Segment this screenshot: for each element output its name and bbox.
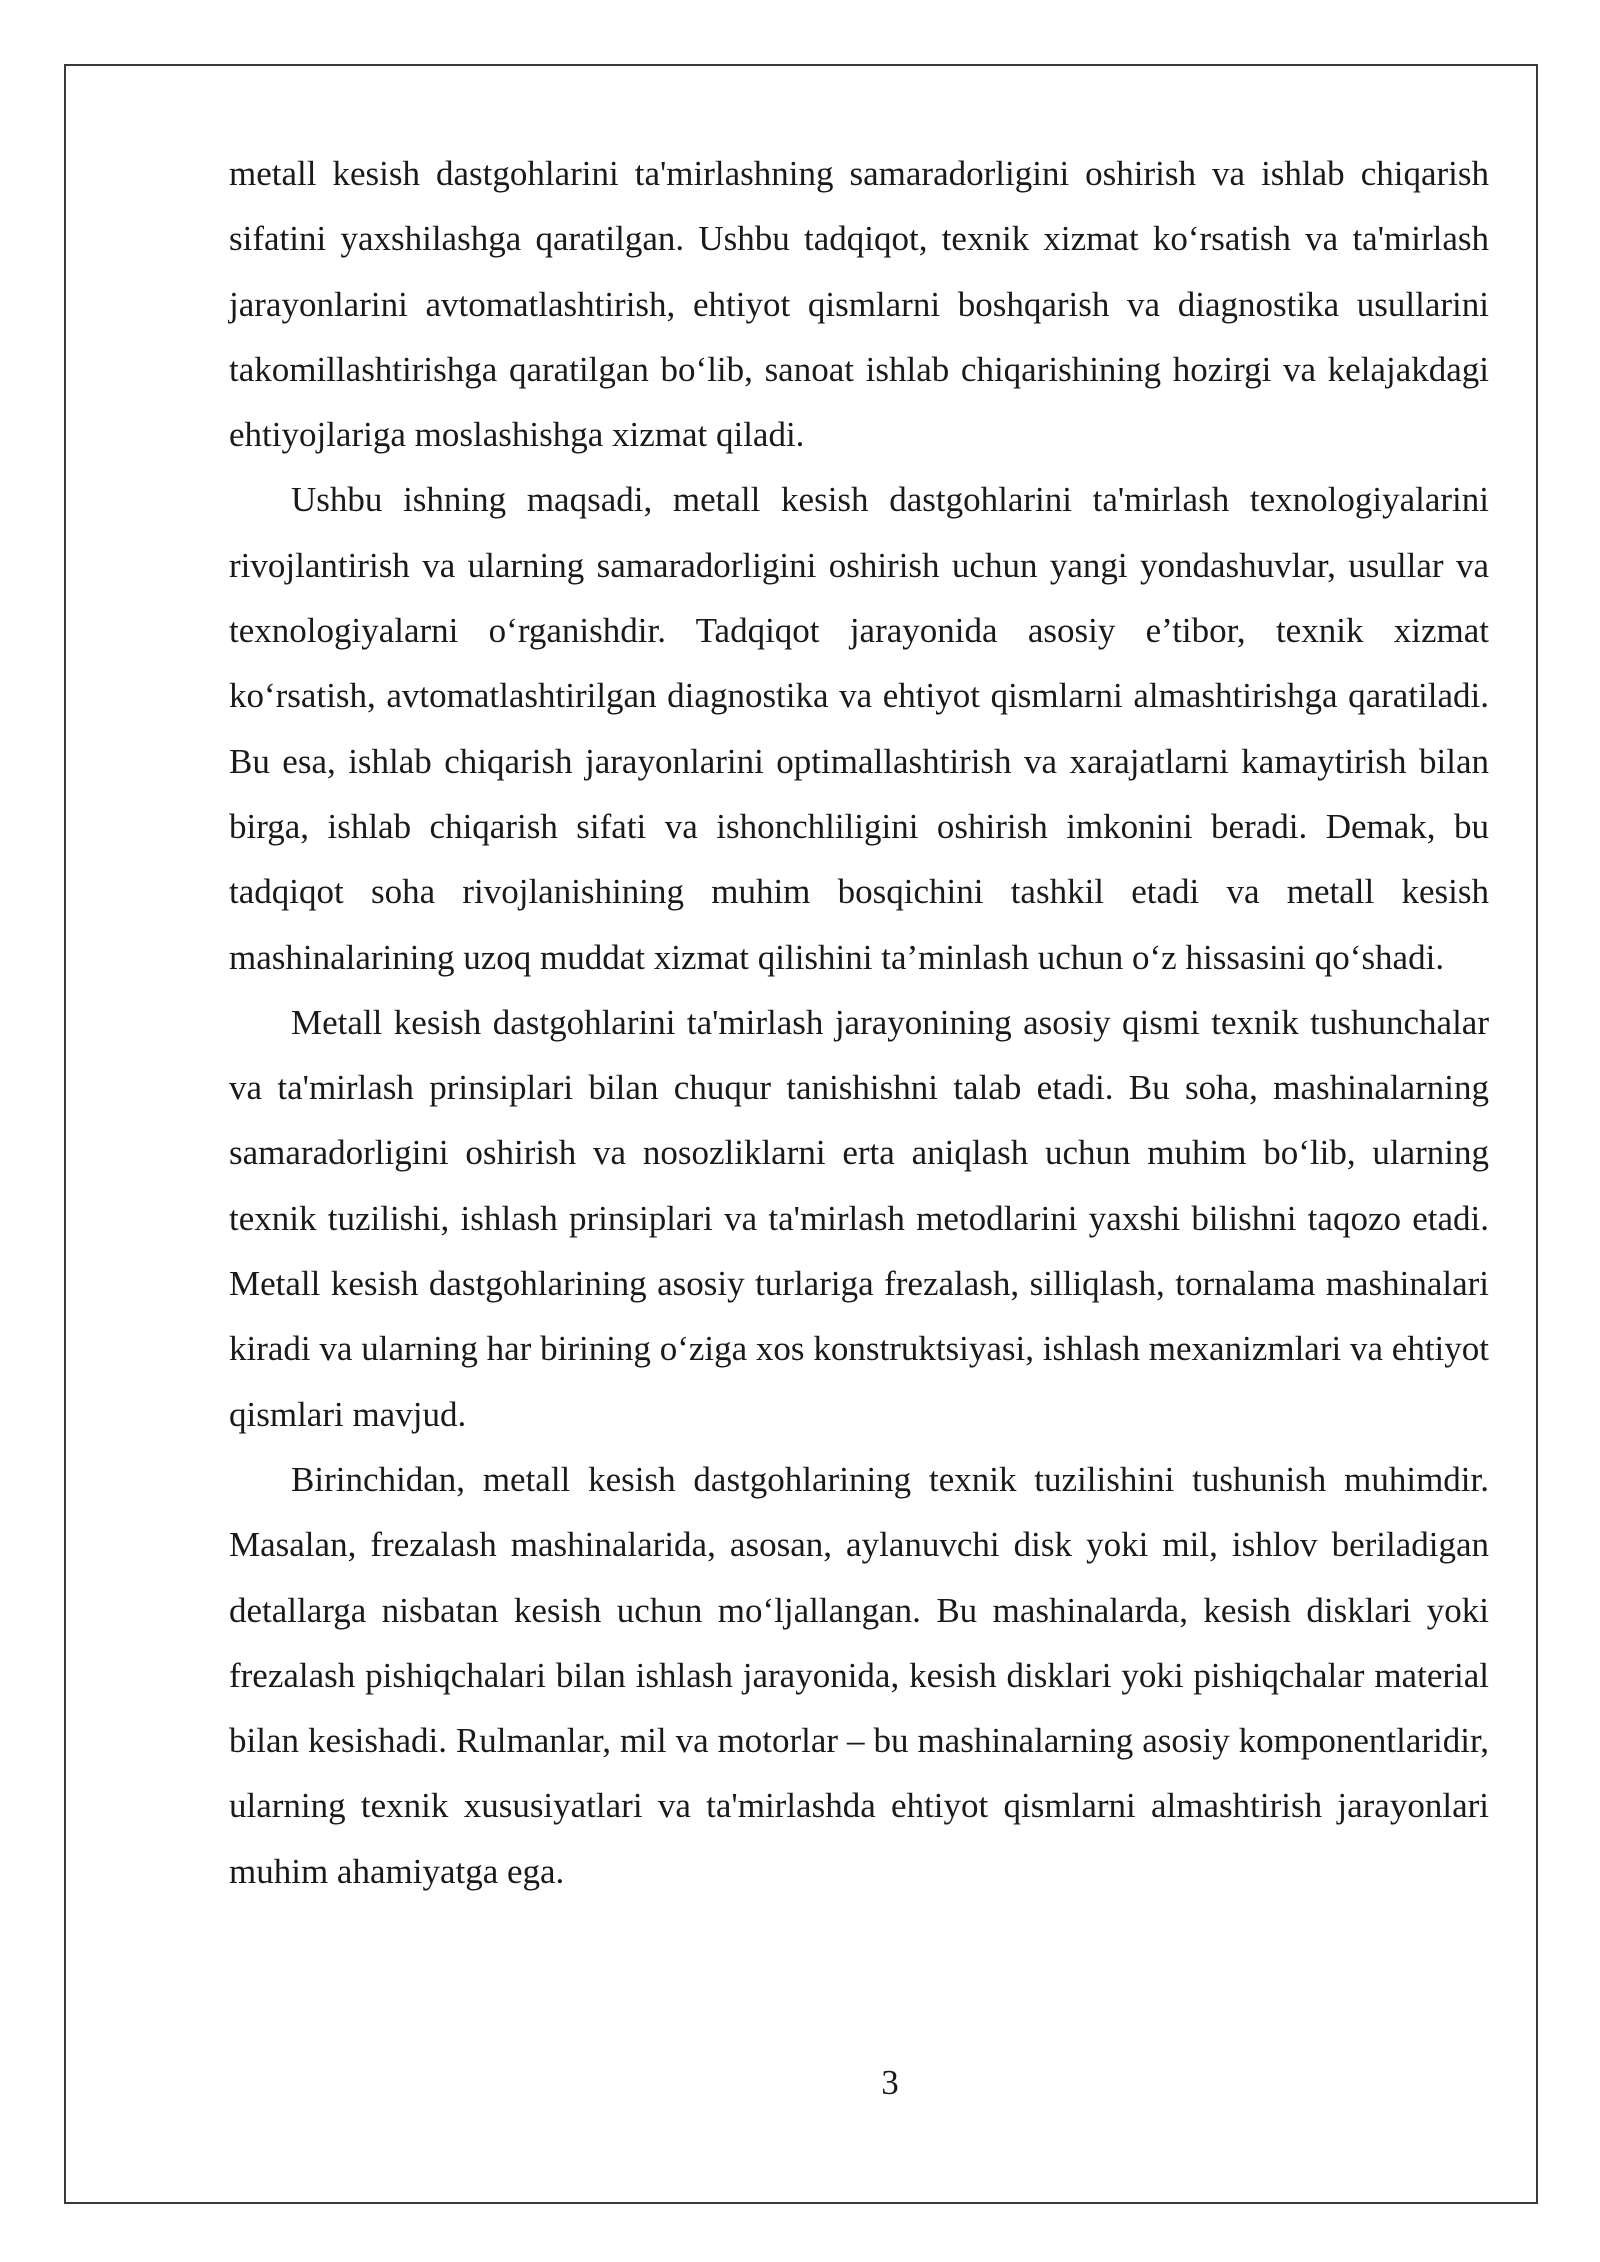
paragraph-4: Birinchidan, metall kesish dastgohlarining texnik tuzilishini tushunish muhimdir. Masalan, frezalash mashinalarida, asosan, aylanuvchi disk yoki mil, ishlov beriladigan detallarga nisbatan kesish uchun mo‘ljallangan. Bu mashinalarda, kesish disklari yoki frezalash pishiqchalari bilan ishlash jarayonida, kesish disklari yoki pishiqchalar material bilan kesishadi. Rulmanlar, mil va motorlar – bu mashinalarning asosiy komponentlaridir, ularning texnik xususiyatlari va ta'mirlashda ehtiyot qismlarni almashtirish jarayonlari muhim ahamiyatga ega. xyxy=(229,1459,1489,1891)
paragraph-3: Metall kesish dastgohlarini ta'mirlash jarayonining asosiy qismi texnik tushunchalar va ta'mirlash prinsiplari bilan chuqur tanishishni talab etadi. Bu soha, mashinalarning samaradorligini oshirish va nosozliklarni erta aniqlash uchun muhim bo‘lib, ularning texnik tuzilishi, ishlash prinsiplari va ta'mirlash metodlarini yaxshi bilishni taqozo etadi. Metall kesish dastgohlarining asosiy turlariga frezalash, silliqlash, tornalama mashinalari kiradi va ularning har birining o‘ziga xos konstruktsiyasi, ishlash mexanizmlari va ehtiyot qismlari mavjud. xyxy=(229,1002,1489,1434)
paragraph-2: Ushbu ishning maqsadi, metall kesish dastgohlarini ta'mirlash texnologiyalarini rivojlantirish va ularning samaradorligini oshirish uchun yangi yondashuvlar, usullar va texnologiyalarni o‘rganishdir. Tadqiqot jarayonida asosiy e’tibor, texnik xizmat ko‘rsatish, avtomatlashtirilgan diagnostika va ehtiyot qismlarni almashtirishga qaratiladi. Bu esa, ishlab chiqarish jarayonlarini optimallashtirish va xarajatlarni kamaytirish bilan birga, ishlab chiqarish sifati va ishonchliligini oshirish imkonini beradi. Demak, bu tadqiqot soha rivojlanishining muhim bosqichini tashkil etadi va metall kesish mashinalarining uzoq muddat xizmat qilishini ta’minlash uchun o‘z hissasini qo‘shadi. xyxy=(229,480,1489,977)
document-body xyxy=(229,141,1489,1904)
paragraph-1: metall kesish dastgohlarini ta'mirlashning samaradorligini oshirish va ishlab chiqarish sifatini yaxshilashga qaratilgan. Ushbu tadqiqot, texnik xizmat ko‘rsatish va ta'mirlash jarayonlarini avtomatlashtirish, ehtiyot qismlarni boshqarish va diagnostika usullarini takomillashtirishga qaratilgan bo‘lib, sanoat ishlab chiqarishining hozirgi va kelajakdagi ehtiyojlariga moslashishga xizmat qiladi. xyxy=(229,154,1489,455)
page-number: 3 xyxy=(881,2063,899,2102)
